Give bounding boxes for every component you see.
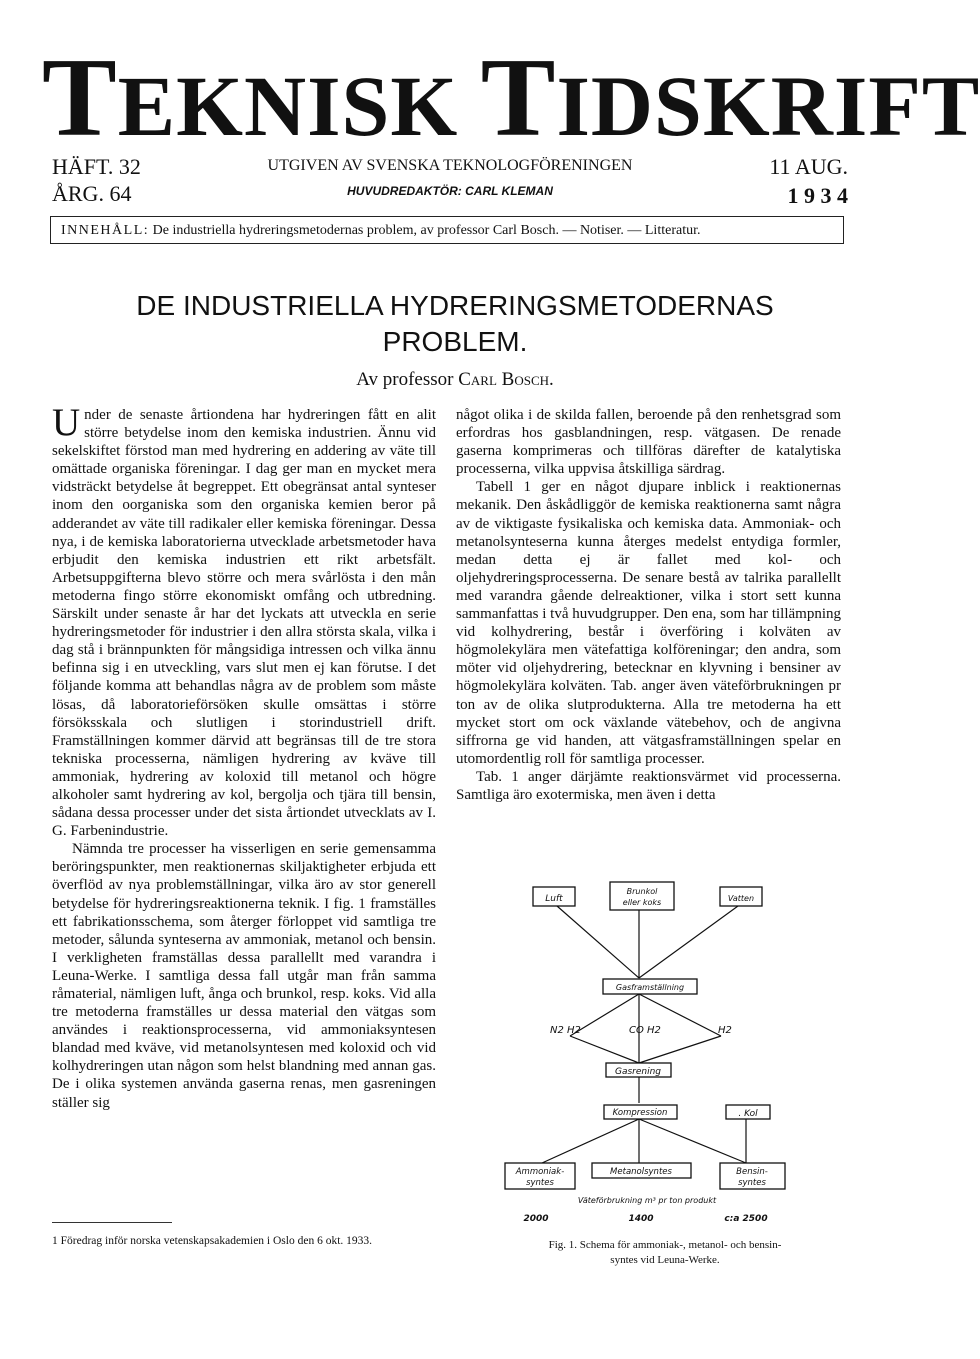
process-flow-diagram [500, 878, 830, 1230]
paragraph: Nämnda tre processer ha visserligen en serie gemensamma beröringspunkter, men reaktionernas skiljaktigheter erbjuda ett överflöd av nya problemställningar, vilka äro av stor generell betydelse för hydreringsreaktionerna teknik. I fig. 1 framställes ett fabrikationsschema, som återger förloppet vid samtliga tre metoder, sålunda synteserna av ammoniak, metanol och bensin. I verkligheten framställas dessa parallellt med varandra i Leuna-Werke. I samtliga dessa fall utgår man från samma råmaterial, nämligen luft, ånga och brunkol, resp. koks. Vid alla tre metoderna framställes ur dessa material den vätgas som användes i reaktionsprocesserna, vid ammoniaksyntesen blandad med kväve, vid metanolsyntesen med koloxid och vid kolhydreringen utan någon som helst blandning med annan gas. De i olika systemen använda gaserna renas, men gasreningen ställer sig [52, 841, 436, 1111]
contents-label: INNEHÅLL: [61, 223, 150, 238]
input-air: Luft [545, 894, 563, 904]
product-ammonia-1: Ammoniak- [515, 1167, 565, 1177]
coal-label: . Kol [738, 1109, 758, 1119]
issue-year: 1 9 3 4 [787, 183, 848, 208]
product-petrol-1: Bensin- [736, 1167, 768, 1177]
byline-author: Carl Bosch. [458, 369, 554, 390]
paragraph: Tabell 1 ger en något djupare inblick i reaktionernas mekanik. Den åskådliggör de kemiska reaktionerna samt några av de viktigaste fysikaliska och kemiska data. Ammoniak- och metanolsynteserna kunna återges medelst entydiga formler, medan detta ej är fallet med kol- och oljehydreringsprocesserna. De senare bestå av talrika parallellt med varandra gående delreaktioner, vilka i stort sett kunna sammanfattas i två huvudgrupper. Den ena, som har tillämpning vid kolhydrering, består i överföring i kolväten av högmolekylära men vätefattiga kolföreningar; den andra, som möter vid oljehydrering, betecknar en klyvning i bensiner av högmolekylära kolväten. Tab. anger även väteförbrukningen pr ton av de olika slutprodukterna. Alla tre metoderna ha ett mycket stort om ock växlande vätebehov, och de angivna siffrorna ge vid handen, att vätgasframställningen spelar en utomordentlig roll för samtliga processer. [456, 479, 841, 767]
figure-caption [490, 1238, 840, 1268]
consumption-petrol: c:a 2500 [724, 1214, 768, 1224]
caption-line-2: syntes vid Leuna-Werke. [610, 1254, 720, 1266]
masthead-initial-1: T [42, 36, 118, 160]
contents-box [50, 216, 844, 244]
article-title-line-1: DE INDUSTRIELLA HYDRERINGSMETODERNAS [136, 290, 774, 321]
gas-label-ammonia: N2 H2 [550, 1025, 581, 1036]
masthead-initial-2: T [480, 36, 557, 160]
issue-number: HÄFT. 32 [52, 154, 141, 179]
editor-line: HUVUDREDAKTÖR: CARL KLEMAN [347, 184, 553, 198]
contents-text: De industriella hydreringsmetodernas problem, av professor Carl Bosch. — Notiser. — Litteratur. [152, 223, 701, 238]
purification-label: Gasrening [614, 1067, 662, 1077]
product-petrol-2: syntes [738, 1178, 766, 1188]
right-column [456, 406, 841, 804]
paragraph [52, 401, 436, 840]
paragraph: Tab. 1 anger därjämte reaktionsvärmet vid processerna. Samtliga äro exotermiska, men även i detta [456, 768, 841, 803]
caption-line-1: Fig. 1. Schema för ammoniak-, metanol- och bensin- [548, 1239, 782, 1251]
masthead-rest-2: IDSKRIFT [556, 58, 980, 154]
input-coke: eller koks [622, 898, 662, 907]
publisher-line: UTGIVEN AV SVENSKA TEKNOLOGFÖRENINGEN [267, 157, 633, 174]
compression-label: Kompression [612, 1108, 668, 1118]
drop-cap: U [52, 401, 81, 444]
journal-masthead [42, 36, 980, 160]
consumption-methanol: 1400 [628, 1214, 654, 1224]
product-ammonia-2: syntes [526, 1178, 554, 1188]
masthead-rest-1: EKNISK [117, 58, 481, 154]
gas-label-methanol: CO H2 [629, 1025, 661, 1036]
input-brown-coal: Brunkol [626, 887, 658, 896]
consumption-ammonia: 2000 [523, 1214, 549, 1224]
footnote: 1 Föredrag inför norska vetenskapsakademien i Oslo den 6 okt. 1933. [52, 1235, 373, 1247]
input-water: Vatten [727, 894, 755, 903]
byline-prefix: Av professor [356, 369, 459, 390]
article-title-line-2: PROBLEM. [382, 326, 528, 357]
issue-date: 11 AUG. [769, 154, 848, 179]
footnote-rule [52, 1222, 172, 1223]
product-methanol: Metanolsyntes [610, 1167, 672, 1177]
gas-label-hydrogen: H2 [718, 1025, 732, 1036]
gas-production-label: Gasframställning [615, 983, 685, 992]
volume-number: ÅRG. 64 [52, 181, 132, 206]
consumption-label: Väteförbrukning m³ pr ton produkt [577, 1196, 717, 1205]
left-column [52, 401, 436, 1112]
paragraph: något olika i de skilda fallen, beroende på den renhetsgrad som erfordras hos gasblandningen, resp. vätgasen. De renade gaserna komprimeras och tillföras därefter de katalytiska processerna, vilka uppvisa åtskilliga särdrag. [456, 407, 841, 478]
article-byline [60, 369, 850, 391]
paragraph-text: nder de senaste årtiondena har hydreringen fått en alit större betydelse inom den kemiska industrien. Ännu vid sekelskiftet förstod man med hydrering en addering av väte till omättade organiska föreningar. I dag ger man en mycket mera vidsträckt betydelse åt begreppet. Ett obegränsat antal synteser inom den oorganiska som den organiska kemien beror på adderandet av väte till radikaler eller kemiska föreningar. Dessa nya, i de kemiska laboratorierna utvecklade arbetsmetoder hava erbjudit den kemiska industrien ett rikt arbetsfält. Arbetsuppgifterna blevo större och mera svårlösta i den mån metoderna fingo större ekonomiskt omfång och utbredning. Särskilt under senaste år har det lyckats att utveckla en serie hydreringsmetoder för industrier i den allra största skala, vilka i dag stå i brännpunkten för mångsidiga intressen och vilka ännu befinna sig i en utveckling, vars slut men ej kan förutse. I det följande komma att behandlas några av de problem som måste lösas, då laboratorieförsöken skulle omsättas i större försöksskala och slutligen i storindustriell drift. Framställningen kommer därvid att begränsas till de tre stora tekniska processerna, nämligen hydrering av kväve till ammoniak, hydrering av koloxid till metanol och högre alkoholer samt hydrering av kol, bergolja och tjära till bensin, sådana dessa processer under det sista årtiondet utvecklats av I. G. Farbenindustrie. [52, 407, 436, 840]
